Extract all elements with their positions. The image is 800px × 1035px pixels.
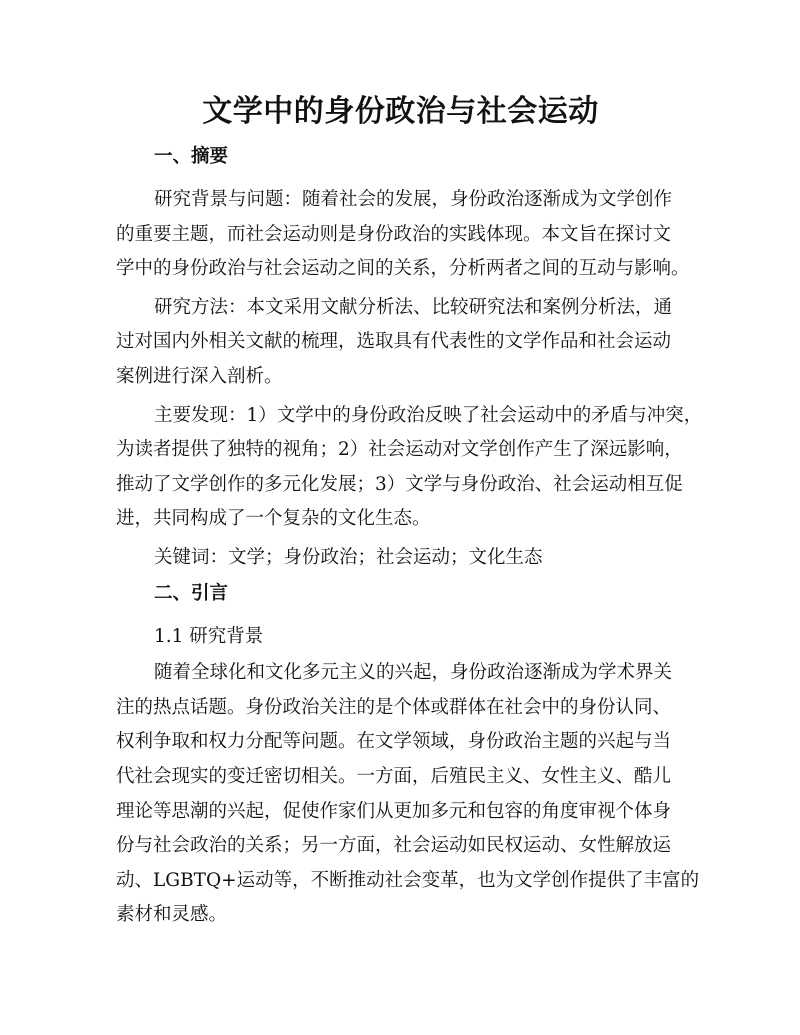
paragraph-line: 份与社会政治的关系；另一方面，社会运动如民权运动、女性解放运 xyxy=(116,835,672,857)
paragraph-line: 随着全球化和文化多元主义的兴起，身份政治逐渐成为学术界关 xyxy=(154,662,673,684)
paragraph-line: 素材和灵感。 xyxy=(116,904,228,926)
document-title: 文学中的身份政治与社会运动 xyxy=(202,94,599,129)
subsection-heading-background: 1.1 研究背景 xyxy=(154,625,264,647)
abstract-background-paragraph xyxy=(116,183,690,287)
keywords-line: 关键词：文学；身份政治；社会运动；文化生态 xyxy=(154,546,543,568)
paragraph-line: 注的热点话题。身份政治关注的是个体或群体在社会中的身份认同、 xyxy=(116,696,672,718)
paragraph-line: 学中的身份政治与社会运动之间的关系，分析两者之间的互动与影响。 xyxy=(116,258,690,280)
paragraph-line: 动、LGBTQ+运动等，不断推动社会变革，也为文学创作提供了丰富的 xyxy=(116,869,700,891)
paragraph-line: 研究背景与问题：随着社会的发展，身份政治逐渐成为文学创作 xyxy=(154,189,673,210)
introduction-background-paragraph xyxy=(116,656,700,933)
abstract-findings-paragraph xyxy=(116,399,703,537)
paragraph-line: 权利争取和权力分配等问题。在文学领域，身份政治主题的兴起与当 xyxy=(116,731,672,753)
paragraph-line: 研究方法：本文采用文献分析法、比较研究法和案例分析法，通 xyxy=(154,296,673,318)
paragraph-line: 进，共同构成了一个复杂的文化生态。 xyxy=(116,508,431,530)
paragraph-line: 理论等思潮的兴起，促使作家们从更加多元和包容的角度审视个体身 xyxy=(116,800,672,822)
section-heading-introduction: 二、引言 xyxy=(154,582,229,604)
paragraph-line: 过对国内外相关文献的梳理，选取具有代表性的文学作品和社会运动 xyxy=(116,331,672,353)
paragraph-line: 代社会现实的变迁密切相关。一方面，后殖民主义、女性主义、酷儿 xyxy=(116,765,672,787)
paragraph-line: 主要发现：1）文学中的身份政治反映了社会运动中的矛盾与冲突， xyxy=(154,404,703,426)
paragraph-line: 案例进行深入剖析。 xyxy=(116,365,283,387)
paragraph-line: 为读者提供了独特的视角；2）社会运动对文学创作产生了深远影响， xyxy=(116,439,683,461)
paragraph-line: 的重要主题，而社会运动则是身份政治的实践体现。本文旨在探讨文 xyxy=(116,223,672,245)
abstract-method-paragraph xyxy=(116,291,685,395)
paragraph-line: 推动了文学创作的多元化发展；3）文学与身份政治、社会运动相互促 xyxy=(116,473,683,495)
section-heading-abstract: 一、摘要 xyxy=(154,146,229,167)
